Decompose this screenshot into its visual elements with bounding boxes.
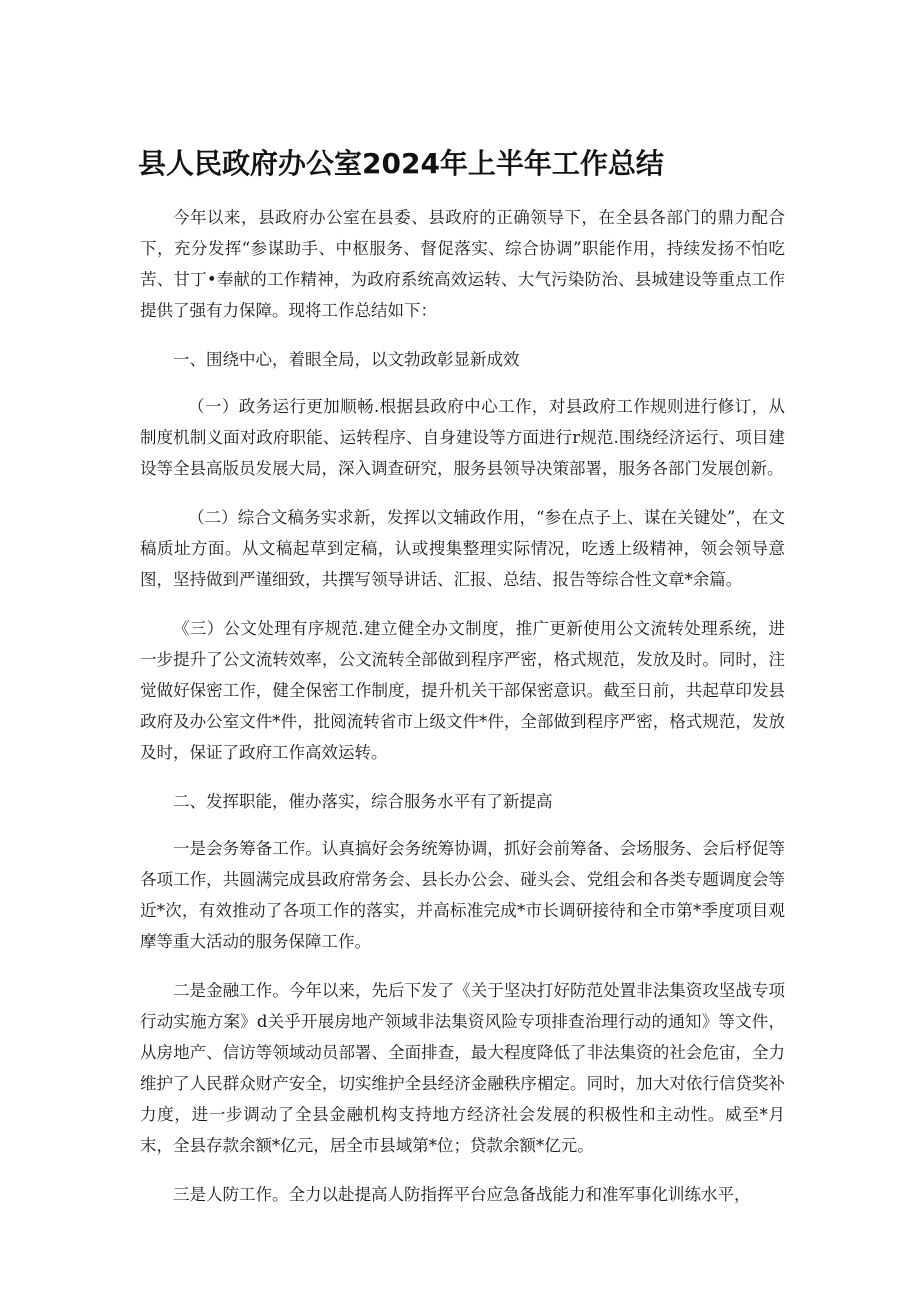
body-paragraph-finance: 二是金融工作。今年以来，先后下发了《关于坚决打好防范处置非法集资攻坚战专项行动实施方案》d关乎开展房地产领域非法集资风险专项排查治理行动的通知》等文件，从房地产、信访等领域动员部署、全面排查，最大程度降低了非法集资的社会危宙，全力维护了人民群众财产安全，切实维护全县经济金融秩序楣定。同时，加大对依行信贷奖补力度，进一步调动了全县金融机构支持地方经济社会发展的积极性和主动性。威至*月末，全县存款余额*亿元，居全市县域第*位；贷款余额*亿元。: [140, 981, 785, 1155]
subsection-paragraph-1: （一）政务运行更加顺畅.根据县政府中心工作，对县政府工作规则进行修订，从制度机制义面对政府职能、运转程序、自身建设等方面进行r规范.围绕经济运行、项目建设等全县高版员发展大局，深入调查研究，服务县领导决策部署，服务各部门发展创新。: [140, 397, 785, 478]
intro-paragraph: 今年以来，县政府办公室在县委、县政府的正确领导下，在全县各部门的鼎力配合下，充分发挥“参谋助手、中枢服务、督促落实、综合协调”职能作用，持续发扬不怕吃苦、甘丁•奉献的工作精神，为政府系统高效运转、大气污染防治、县城建设等重点工作提供了强有力保障。现将工作总结如下：: [140, 208, 785, 320]
body-paragraph-civil-defense: 三是人防工作。全力以赴提高人防指挥平台应急备战能力和准军事化训练水平，: [173, 1185, 751, 1204]
section-heading-1: 一、围绕中心，着眼全局，以文勃政彰显新成效: [173, 350, 520, 369]
document-body: [140, 202, 785, 1228]
body-paragraph-meetings: 一是会务筹备工作。认真搞好会务统筹协调，抓好会前筹备、会场服务、会后杼促等各项工作，共圆满完成县政府常务会、县长办公会、碰头会、党组会和各类专题调度会等近*次，有效推动了各项工作的落实，并高标准完成*市长调研接待和全市第*季度项目观摩等重大活动的服务保障工作。: [140, 839, 785, 951]
subsection-paragraph-2: （二）综合文稿务实求新，发挥以文辅政作用，“参在点子上、谋在关键处”，在文稿质址方面。从文稿起草到定稿，认或搜集整理实际情况，吃透上级精神，领会领导意图，坚持做到严谨细致，共撰写领导讲话、汇报、总结、报告等综合性文章*余篇。: [140, 508, 785, 589]
section-heading-2: 二、发挥职能，催办落实，综合服务水平有了新提高: [173, 792, 553, 811]
subsection-paragraph-3: 《三）公文处理有序规范.建立健全办文制度，推广更新使用公文流转处理系统，进一步提升了公文流转效率，公文流转全部做到程序严密，格式规范，发放及时。同时，注觉做好保密工作，健全保密工作制度，提升机关干部保密意识。截至日前，共起草印发县政府及办公室文件*件，批阅流转省市上级文件*件，全部做到程序严密，格式规范，发放及时，保证了政府工作高效运转。: [140, 619, 785, 762]
document-title: 县人民政府办公室2024年上半年工作总结: [138, 147, 664, 180]
